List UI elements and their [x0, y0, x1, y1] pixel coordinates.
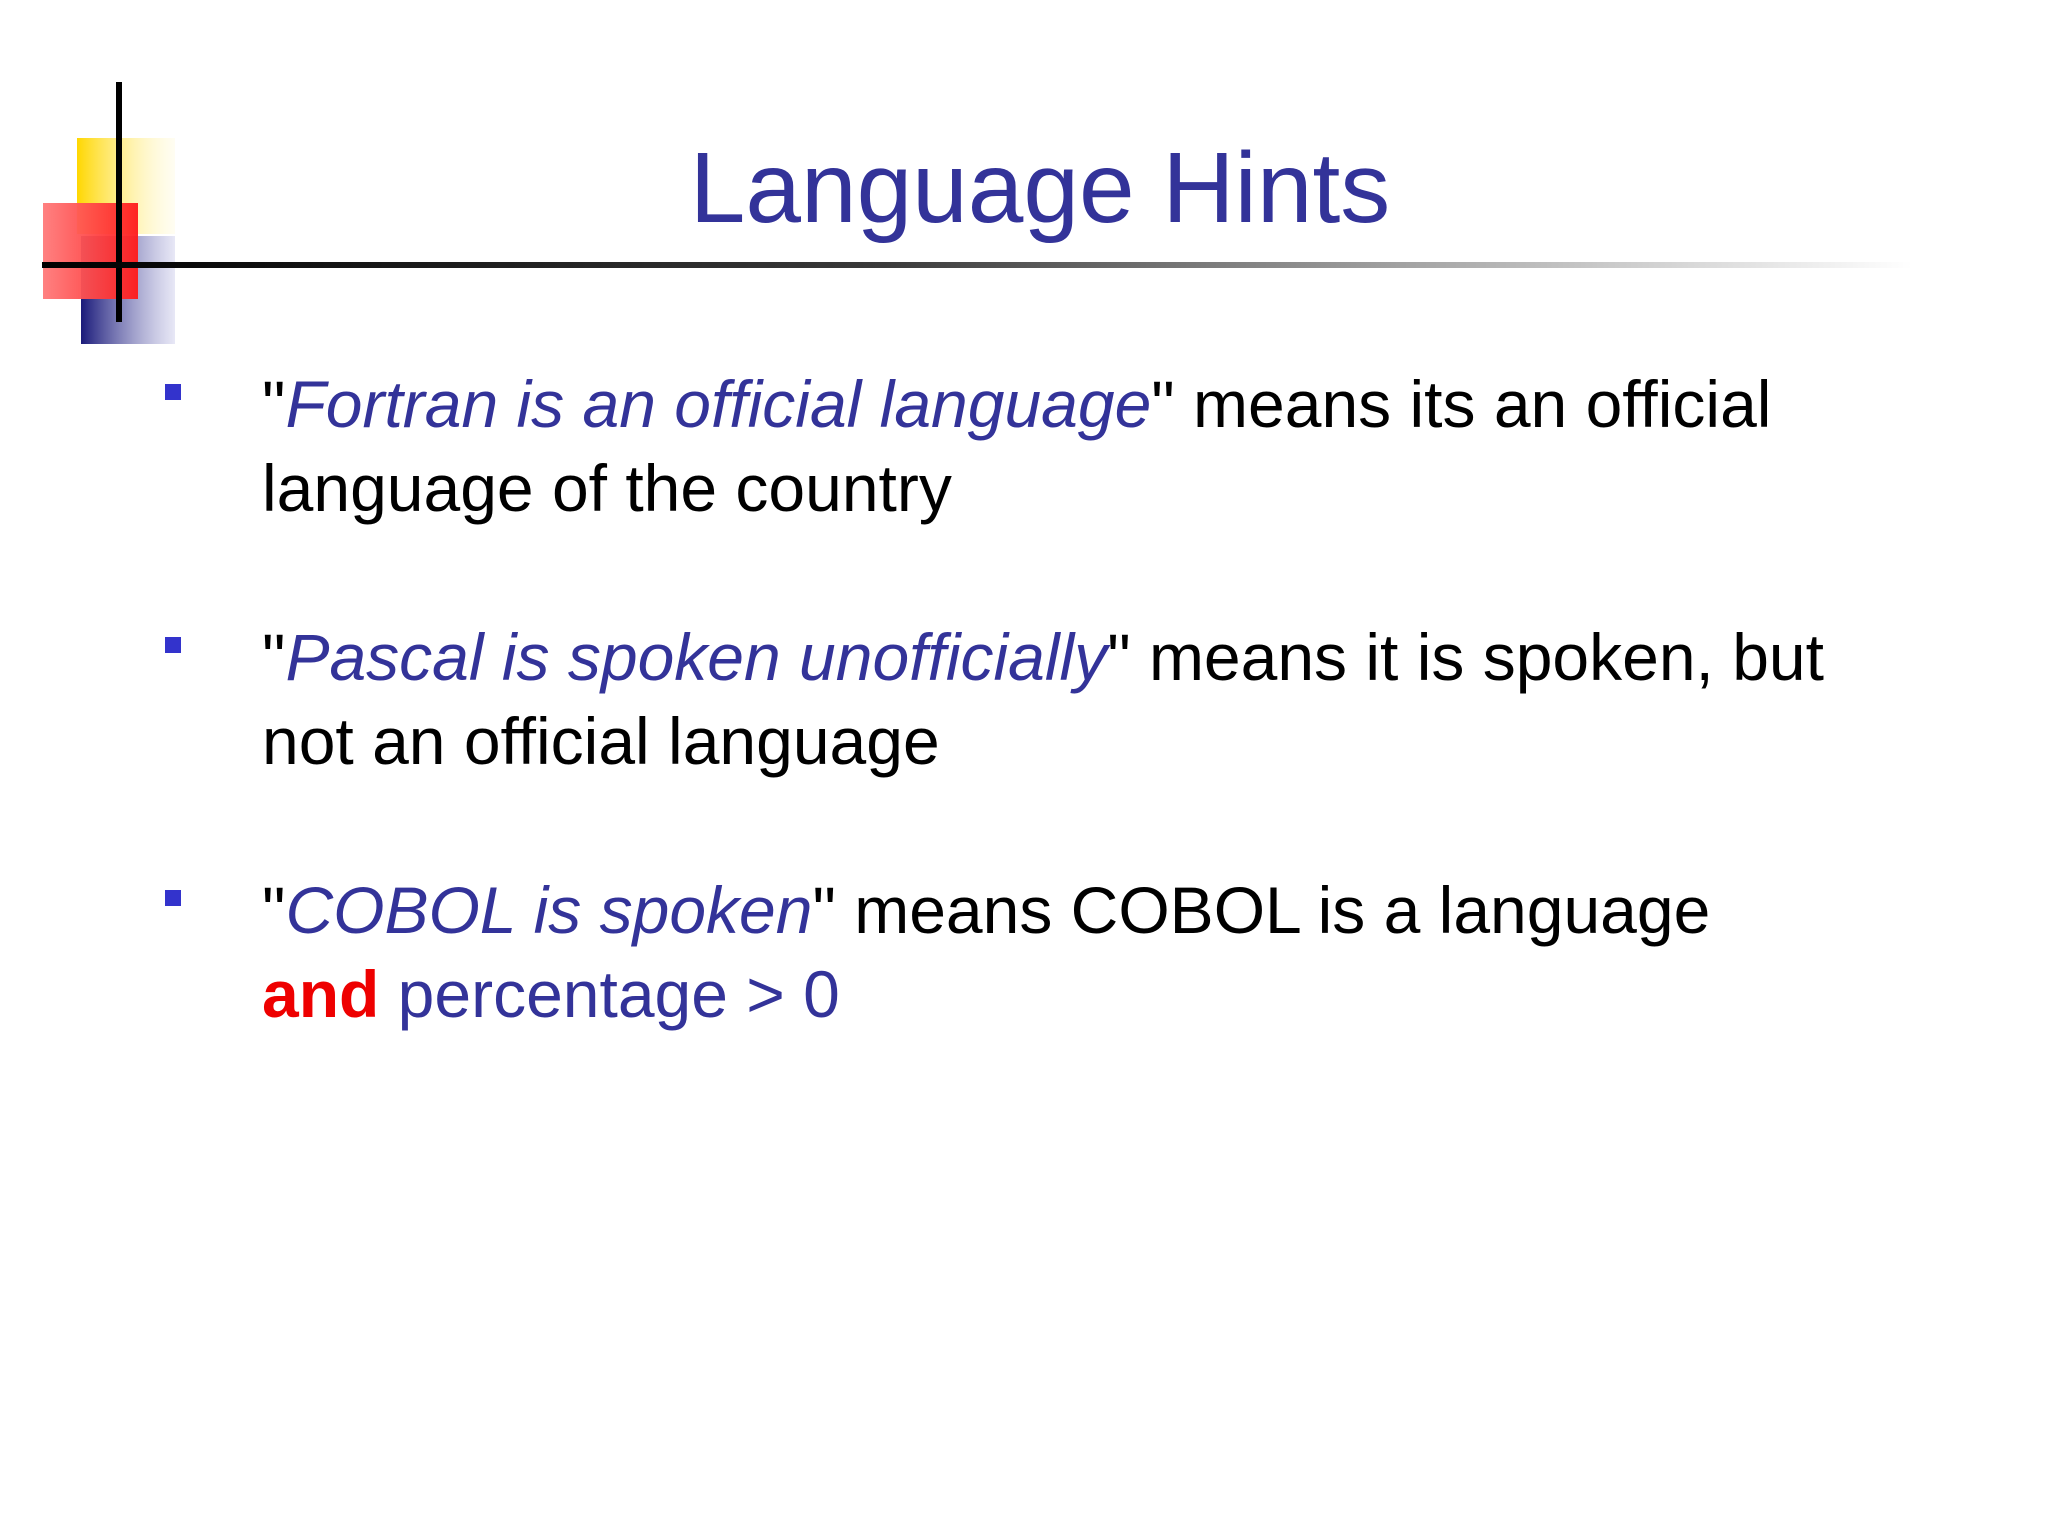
slide-title: Language Hints	[689, 132, 1391, 244]
bullet-explanation: " means COBOL is a language	[812, 873, 1711, 947]
quoted-phrase: Pascal is spoken unofficially	[285, 620, 1108, 694]
quote-mark: "	[262, 367, 286, 441]
bullet-line	[262, 362, 1942, 446]
bullet-line	[262, 868, 1942, 952]
bullet-line	[262, 952, 1942, 1036]
bullet-text	[262, 615, 1942, 783]
quote-mark: "	[262, 873, 286, 947]
keyword-and: and	[262, 957, 380, 1031]
quoted-phrase: COBOL is spoken	[285, 873, 813, 947]
bullet-explanation: " means it is spoken, but	[1107, 620, 1824, 694]
quote-mark: "	[262, 620, 286, 694]
bullet-text	[262, 868, 1942, 1036]
bullet-line: not an official language	[262, 704, 940, 778]
quoted-phrase: Fortran is an official language	[285, 367, 1152, 441]
bullet-square-icon	[165, 384, 181, 400]
bullet-line: language of the country	[262, 451, 952, 525]
bullet-line	[262, 615, 1942, 699]
bullet-square-icon	[165, 637, 181, 653]
bullet-explanation: " means its an official	[1151, 367, 1772, 441]
bullet-text	[262, 362, 1942, 530]
bullet-square-icon	[165, 890, 181, 906]
condition-text: percentage > 0	[379, 957, 840, 1031]
